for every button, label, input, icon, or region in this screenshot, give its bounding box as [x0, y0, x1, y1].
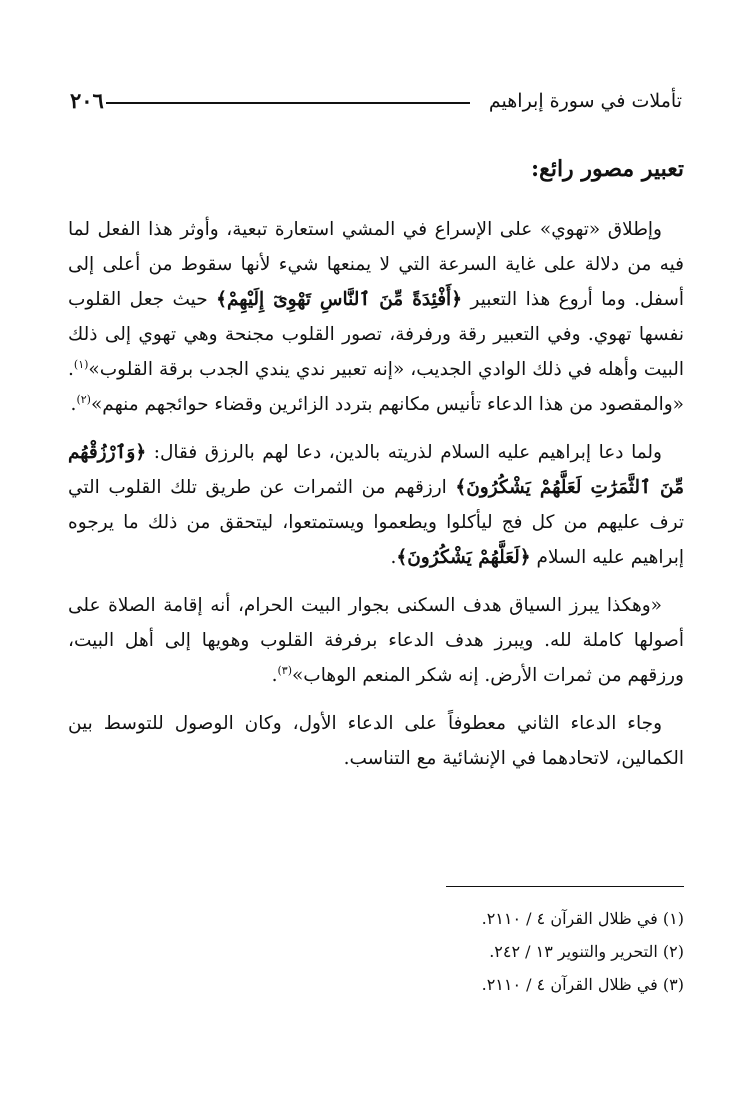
paragraph-1-end: . — [70, 394, 77, 415]
body-text — [68, 212, 684, 789]
page-number: ٢٠٦ — [70, 88, 104, 113]
quran-verse-2: ﴿وَٱرْزُقْهُم مِّنَ ٱلثَّمَرَٰتِ لَعَلَّهُمْ يَشْكُرُونَ﴾ — [68, 442, 684, 498]
footnote-rule — [446, 886, 684, 887]
paragraph-1-text-a: وإطلاق «تهوي» على الإسراع في المشي استعارة تبعية، وأوثر هذا الفعل لما فيه من دلالة على غاية السرعة التي لا يمنعها شيء لأنها سقوط من أعلى إلى أسفل. وما أروع هذا التعبير — [68, 219, 684, 310]
page-header — [70, 88, 682, 118]
paragraph-3-end: . — [271, 665, 278, 686]
paragraph-2-text-a: ولما دعا إبراهيم عليه السلام لذريته بالدين، دعا لهم بالرزق فقال: — [146, 442, 662, 463]
footnote-ref-2: (٢) — [76, 392, 91, 406]
running-title: تأملات في سورة إبراهيم — [488, 90, 682, 112]
footnote-2: (٢) التحرير والتنوير ١٣ / ٢٤٢. — [489, 942, 684, 961]
paragraph-3-text: «وهكذا يبرز السياق هدف السكنى بجوار البيت الحرام، أنه إقامة الصلاة على أصولها كاملة لله. ويبرز هدف الدعاء برفرفة القلوب وهويها إلى أهل البيت، ورزقهم من ثمرات الأرض. إنه شكر المنعم الوهاب» — [68, 595, 684, 686]
footnote-1: (١) في ظلال القرآن ٤ / ٢١١٠. — [481, 909, 684, 928]
paragraph-1-text-c: . «والمقصود من هذا الدعاء تأنيس مكانهم بتردد الزائرين وقضاء حوائجهم منهم» — [68, 359, 684, 415]
paragraph-4 — [68, 706, 684, 776]
footnote-ref-3: (٣) — [277, 663, 292, 677]
footnote-3: (٣) في ظلال القرآن ٤ / ٢١١٠. — [481, 975, 684, 994]
paragraph-2 — [68, 435, 684, 575]
quran-verse-1: ﴿أَفْئِدَةً مِّنَ ٱلنَّاسِ تَهْوِىٓ إِلَيْهِمْ﴾ — [216, 289, 463, 310]
paragraph-2-end: . — [390, 547, 397, 568]
section-heading: تعبير مصور رائع: — [530, 156, 684, 182]
paragraph-4-text: وجاء الدعاء الثاني معطوفاً على الدعاء الأول، وكان الوصول للتوسط بين الكمالين، لاتحادهما في الإنشائية مع التناسب. — [68, 713, 684, 769]
footnotes — [284, 902, 684, 1001]
quran-verse-3: ﴿لَعَلَّهُمْ يَشْكُرُونَ﴾ — [396, 547, 531, 568]
header-rule — [106, 102, 470, 104]
paragraph-3 — [68, 588, 684, 693]
paragraph-1-text-b: حيث جعل القلوب نفسها تهوي. وفي التعبير رقة ورفرفة، تصور القلوب مجنحة وهي تهوي إلى ذلك البيت وأهله في ذلك الوادي الجديب، «إنه تعبير ندي يندي الجدب برقة القلوب» — [68, 289, 684, 380]
paragraph-2-text-b: ارزقهم من الثمرات عن طريق تلك القلوب التي ترف عليهم من كل فج ليأكلوا ويطعموا ويستمتعوا، ليتحقق من ذلك ما يرجوه إبراهيم عليه السلام — [68, 477, 684, 568]
paragraph-1 — [68, 212, 684, 422]
footnote-ref-1: (١) — [73, 357, 89, 371]
